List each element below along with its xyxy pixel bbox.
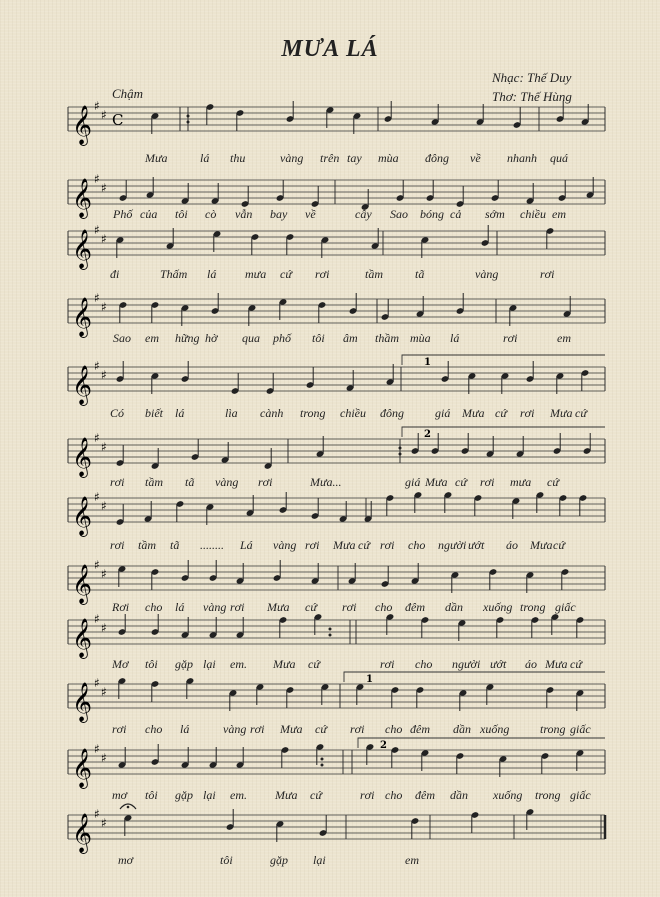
lyric-syllable: Sao <box>390 207 408 221</box>
lyric-syllable: mơ <box>118 853 134 867</box>
repeat-dot <box>321 764 324 767</box>
lyric-syllable: thầm <box>375 331 399 345</box>
lyric-syllable: cứ <box>575 406 587 420</box>
lyric-syllable: Mưa <box>530 538 553 552</box>
lyric-syllable: của <box>140 207 158 221</box>
lyric-syllable: cho <box>375 600 393 614</box>
lyric-syllable: tầm <box>138 538 156 552</box>
lyric-syllable: gặp <box>270 853 288 867</box>
lyric-syllable: em <box>552 207 566 221</box>
lyricist-credit: Thơ: Thế Hùng <box>492 89 572 104</box>
lyric-syllable: lá <box>180 722 190 736</box>
sharp-icon: ♯ <box>94 172 100 186</box>
lyric-syllable: tôi <box>175 207 188 221</box>
lyric-syllable: giá <box>435 406 451 420</box>
repeat-dot <box>329 634 332 637</box>
fermata-dot <box>127 806 130 809</box>
lyric-syllable: ướt <box>468 538 485 552</box>
repeat-dot <box>187 115 190 118</box>
lyric-syllable: giá <box>405 475 421 489</box>
lyric-syllable: rơi <box>110 538 125 552</box>
lyric-syllable: xuống <box>483 600 513 614</box>
lyric-syllable: vàng <box>280 151 304 165</box>
volta-bracket <box>344 672 605 682</box>
repeat-dot <box>329 628 332 631</box>
lyric-syllable: cứ <box>308 657 320 671</box>
lyric-syllable: vàng <box>203 600 227 614</box>
lyric-syllable: gặp <box>175 788 193 802</box>
treble-clef-icon: 𝄞 <box>72 618 93 658</box>
lyric-syllable: đêm <box>410 722 430 736</box>
repeat-dot <box>187 121 190 124</box>
lyric-syllable: Có <box>110 406 125 420</box>
repeat-dot <box>321 758 324 761</box>
lyric-syllable: Lá <box>240 538 253 552</box>
lyric-syllable: rơi <box>305 538 320 552</box>
lyric-syllable: em <box>557 331 571 345</box>
lyric-syllable: rơi <box>110 475 125 489</box>
repeat-dot <box>399 447 402 450</box>
lyric-syllable: Rơi <box>112 600 130 614</box>
sharp-icon: ♯ <box>94 490 100 504</box>
lyric-syllable: lại <box>203 788 216 802</box>
treble-clef-icon: 𝄞 <box>72 813 93 853</box>
treble-clef-icon: 𝄞 <box>72 682 93 722</box>
lyric-syllable: cứ <box>570 657 582 671</box>
lyric-syllable: rơi <box>380 657 395 671</box>
lyric-syllable: dần <box>450 788 468 802</box>
lyric-syllable: em. <box>230 788 247 802</box>
lyric-syllable: mưa <box>245 267 267 281</box>
lyric-syllable: giấc <box>555 600 576 614</box>
treble-clef-icon: 𝄞 <box>72 437 93 477</box>
lyric-syllable: mùa <box>410 331 431 345</box>
lyric-syllable: tôi <box>145 657 158 671</box>
sharp-icon: ♯ <box>94 223 100 237</box>
sharp-icon: ♯ <box>94 359 100 373</box>
lyric-syllable: vàng <box>223 722 247 736</box>
lyric-syllable: cứ <box>305 600 317 614</box>
lyric-syllable: rơi <box>540 267 555 281</box>
sharp-icon: ♯ <box>101 300 107 314</box>
lyric-syllable: tầm <box>365 267 383 281</box>
lyric-syllable: âm <box>343 331 358 345</box>
lyric-syllable: tôi <box>312 331 325 345</box>
lyric-syllable: cho <box>385 722 403 736</box>
lyric-syllable: lá <box>175 600 185 614</box>
lyric-syllable: em. <box>230 657 247 671</box>
lyric-syllable: cho <box>408 538 426 552</box>
lyric-syllable: tôi <box>145 788 158 802</box>
song-title: MƯA LÁ <box>281 36 379 62</box>
lyric-syllable: lại <box>313 853 326 867</box>
sharp-icon: ♯ <box>101 108 107 122</box>
lyric-syllable: lá <box>175 406 185 420</box>
lyric-syllable: cứ <box>310 788 322 802</box>
lyric-syllable: Phố <box>113 207 133 221</box>
lyric-syllable: cho <box>415 657 433 671</box>
lyric-syllable: rơi <box>350 722 365 736</box>
lyric-syllable: lại <box>203 657 216 671</box>
treble-clef-icon: 𝄞 <box>72 178 93 218</box>
lyric-syllable: Sao <box>113 331 131 345</box>
lyric-syllable: cứ <box>547 475 559 489</box>
lyric-syllable: đông <box>380 406 404 420</box>
lyric-syllable: đêm <box>415 788 435 802</box>
lyric-syllable: tầm <box>145 475 163 489</box>
sharp-icon: ♯ <box>101 181 107 195</box>
lyric-syllable: dần <box>445 600 463 614</box>
lyric-syllable: về <box>470 151 481 165</box>
lyric-syllable: lá <box>207 267 217 281</box>
lyric-syllable: rơi <box>315 267 330 281</box>
sharp-icon: ♯ <box>94 558 100 572</box>
treble-clef-icon: 𝄞 <box>72 365 93 405</box>
volta-label: 2 <box>424 429 431 440</box>
lyric-syllable: đi <box>110 267 120 281</box>
lyric-syllable: mơ <box>112 788 128 802</box>
lyric-syllable: dần <box>453 722 471 736</box>
lyric-syllable: cả <box>450 207 462 221</box>
volta-bracket <box>358 738 605 748</box>
lyric-syllable: thu <box>230 151 246 165</box>
lyric-syllable: trong <box>535 788 561 802</box>
sharp-icon: ♯ <box>101 751 107 765</box>
lyric-syllable: quá <box>550 151 568 165</box>
lyric-syllable: cò <box>205 207 217 221</box>
lyric-syllable: hờ <box>205 331 218 345</box>
lyric-syllable: Thấm <box>160 267 188 281</box>
lyric-syllable: lá <box>450 331 460 345</box>
lyric-syllable: rơi <box>380 538 395 552</box>
sharp-icon: ♯ <box>101 816 107 830</box>
volta-label: 1 <box>366 674 373 685</box>
lyric-syllable: rơi <box>230 600 245 614</box>
lyric-syllable: Mưa <box>275 788 298 802</box>
lyric-syllable: Mưa <box>273 657 296 671</box>
lyric-syllable: đông <box>425 151 449 165</box>
sharp-icon: ♯ <box>94 612 100 626</box>
lyric-syllable: Mưa <box>545 657 568 671</box>
lyric-syllable: Mưa... <box>310 475 342 489</box>
sharp-icon: ♯ <box>101 621 107 635</box>
sharp-icon: ♯ <box>101 440 107 454</box>
treble-clef-icon: 𝄞 <box>72 564 93 604</box>
sharp-icon: ♯ <box>94 291 100 305</box>
lyric-syllable: Mưa <box>462 406 485 420</box>
treble-clef-icon: 𝄞 <box>72 496 93 536</box>
lyric-syllable: gặp <box>175 657 193 671</box>
lyric-syllable: tôi <box>220 853 233 867</box>
lyric-syllable: rơi <box>360 788 375 802</box>
lyric-syllable: cứ <box>495 406 507 420</box>
lyric-syllable: vàng <box>215 475 239 489</box>
volta-bracket <box>402 427 605 437</box>
lyric-syllable: em <box>405 853 419 867</box>
lyric-syllable: tã <box>415 267 425 281</box>
lyric-syllable: rơi <box>503 331 518 345</box>
sharp-icon: ♯ <box>94 807 100 821</box>
lyric-syllable: phố <box>273 331 291 345</box>
sharp-icon: ♯ <box>101 499 107 513</box>
lyric-syllable: cây <box>355 207 372 221</box>
lyric-syllable: vàng <box>475 267 499 281</box>
sharp-icon: ♯ <box>101 232 107 246</box>
lyric-syllable: rơi <box>480 475 495 489</box>
sharp-icon: ♯ <box>94 431 100 445</box>
lyric-syllable: biết <box>145 406 163 420</box>
lyric-syllable: giấc <box>570 788 591 802</box>
lyric-syllable: nhanh <box>507 151 537 165</box>
lyric-syllable: Mưa <box>145 151 168 165</box>
lyric-syllable: rơi <box>520 406 535 420</box>
sharp-icon: ♯ <box>101 368 107 382</box>
lyric-syllable: cứ <box>358 538 370 552</box>
treble-clef-icon: 𝄞 <box>72 297 93 337</box>
lyric-syllable: mưa <box>510 475 532 489</box>
treble-clef-icon: 𝄞 <box>72 229 93 269</box>
lyric-syllable: áo <box>506 538 518 552</box>
lyric-syllable: tã <box>170 538 180 552</box>
lyric-syllable: người <box>438 538 467 552</box>
lyric-syllable: bóng <box>420 207 444 221</box>
lyric-syllable: rơi <box>342 600 357 614</box>
lyric-syllable: trên <box>320 151 340 165</box>
volta-bracket <box>402 355 605 365</box>
lyric-syllable: lìa <box>225 406 238 420</box>
lyric-syllable: rơi <box>112 722 127 736</box>
lyric-syllable: vẫn <box>235 207 253 221</box>
sharp-icon: ♯ <box>101 685 107 699</box>
volta-label: 1 <box>424 357 431 368</box>
lyric-syllable: cứ <box>553 538 565 552</box>
lyric-syllable: sớm <box>485 207 505 221</box>
composer-credit: Nhạc: Thế Duy <box>492 70 572 85</box>
lyric-syllable: ........ <box>200 538 224 552</box>
sharp-icon: ♯ <box>94 742 100 756</box>
lyric-syllable: Mưa <box>280 722 303 736</box>
lyric-syllable: cứ <box>315 722 327 736</box>
lyric-syllable: rơi <box>258 475 273 489</box>
treble-clef-icon: 𝄞 <box>72 105 93 145</box>
lyric-syllable: chiều <box>520 207 546 221</box>
lyric-syllable: cho <box>385 788 403 802</box>
lyric-syllable: trong <box>520 600 546 614</box>
lyric-syllable: bay <box>270 207 288 221</box>
tempo-marking: Chậm <box>112 86 144 101</box>
lyric-syllable: Mưa <box>333 538 356 552</box>
lyric-syllable: đêm <box>405 600 425 614</box>
sharp-icon: ♯ <box>101 567 107 581</box>
treble-clef-icon: 𝄞 <box>72 748 93 788</box>
lyric-syllable: cho <box>145 722 163 736</box>
lyric-syllable: ướt <box>490 657 507 671</box>
sharp-icon: ♯ <box>94 99 100 113</box>
lyric-syllable: tã <box>185 475 195 489</box>
lyric-syllable: xuống <box>493 788 523 802</box>
lyric-syllable: qua <box>242 331 260 345</box>
lyric-syllable: vàng <box>273 538 297 552</box>
volta-label: 2 <box>380 740 387 751</box>
lyric-syllable: áo <box>525 657 537 671</box>
lyric-syllable: cứ <box>280 267 292 281</box>
lyric-syllable: xuống <box>480 722 510 736</box>
lyric-syllable: Mơ <box>112 657 129 671</box>
lyric-syllable: Mưa <box>550 406 573 420</box>
repeat-dot <box>399 453 402 456</box>
lyric-syllable: rơi <box>250 722 265 736</box>
lyric-syllable: về <box>305 207 316 221</box>
lyric-syllable: hững <box>175 331 200 345</box>
lyric-syllable: mùa <box>378 151 399 165</box>
lyric-syllable: lá <box>200 151 210 165</box>
lyric-syllable: Mưa <box>425 475 448 489</box>
lyric-syllable: người <box>452 657 481 671</box>
lyric-syllable: cho <box>145 600 163 614</box>
lyric-syllable: cứ <box>455 475 467 489</box>
sharp-icon: ♯ <box>94 676 100 690</box>
lyric-syllable: Mưa <box>267 600 290 614</box>
time-signature-c: C <box>112 111 124 129</box>
lyric-syllable: giấc <box>570 722 591 736</box>
lyric-syllable: trong <box>540 722 566 736</box>
lyric-syllable: cành <box>260 406 284 420</box>
lyric-syllable: em <box>145 331 159 345</box>
lyric-syllable: chiều <box>340 406 366 420</box>
lyric-syllable: trong <box>300 406 326 420</box>
lyric-syllable: tay <box>347 151 362 165</box>
